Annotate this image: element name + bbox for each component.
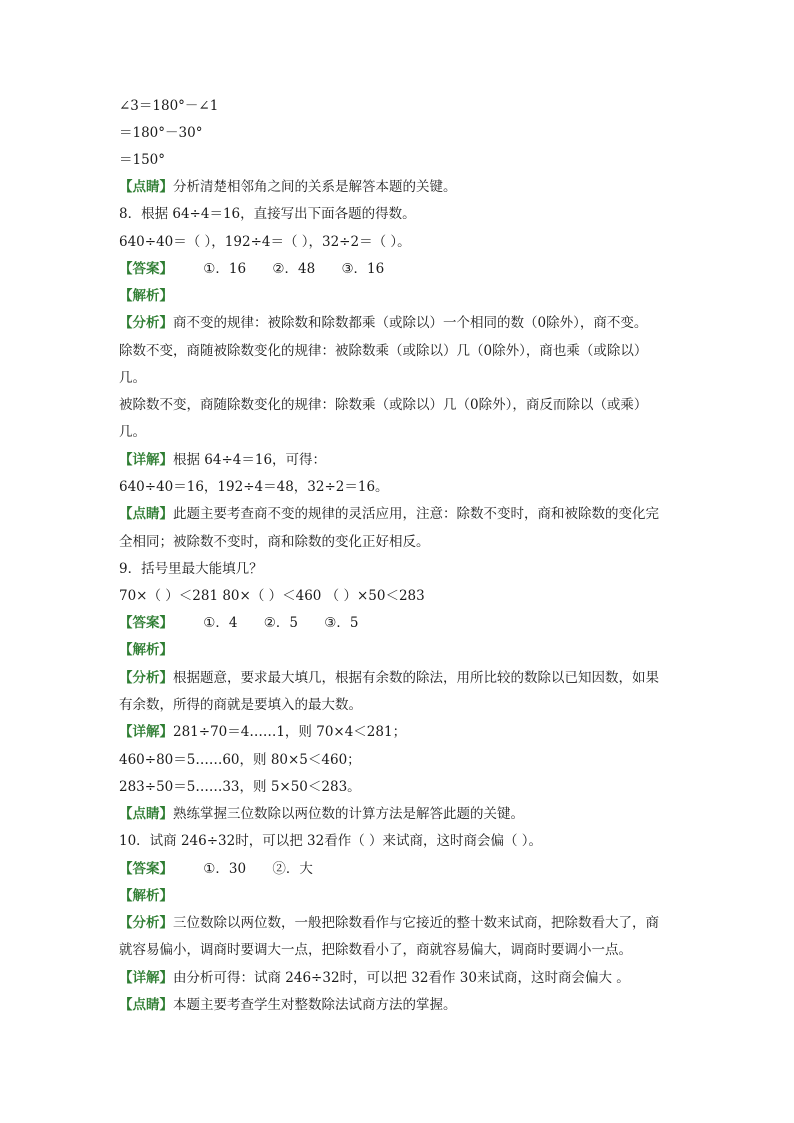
answer-2: ②．48 xyxy=(272,261,316,277)
answer-tag: 【答案】 xyxy=(119,261,173,277)
q8-dianjing-2: 全相同；被除数不变时，商和除数的变化正好相反。 xyxy=(119,534,430,550)
q8-xiangjie-2: 640÷40＝16，192÷4＝48，32÷2＝16。 xyxy=(119,479,389,495)
dianjing-tag: 【点睛】 xyxy=(119,806,173,822)
q10-xiangjie-1 xyxy=(119,968,694,988)
xiangjie-tag: 【详解】 xyxy=(119,724,173,740)
q9-xiangjie-2: 460÷80＝5……60，则 80×5＜460； xyxy=(119,752,361,768)
dianjing-text: 本题主要考查学生对整数除法试商方法的掌握。 xyxy=(173,997,457,1013)
q8-dianjing-1 xyxy=(119,504,694,524)
answer-2: ②．5 xyxy=(263,615,298,631)
q9-stem: 9．括号里最大能填几？ xyxy=(119,561,263,577)
dianjing-text: 熟练掌握三位数除以两位数的计算方法是解答此题的关键。 xyxy=(173,806,524,822)
xiangjie-text: 由分析可得：试商 246÷32时，可以把 32看作 30来试商，这时商会偏大 。 xyxy=(173,970,630,986)
dianjing-tag: 【点睛】 xyxy=(119,997,173,1013)
q8-fenxi-5: 几。 xyxy=(119,424,146,440)
q10-fenxi-1 xyxy=(119,913,694,933)
fenxi-text: 商不变的规律：被除数和除数都乘（或除以）一个相同的数（0除外），商不变。 xyxy=(173,315,648,331)
dianjing-text: 此题主要考查商不变的规律的灵活应用，注意：除数不变时，商和被除数的变化完 xyxy=(173,506,659,522)
q8-blanks: 640÷40＝（ ），192÷4＝（ ），32÷2＝（ ）。 xyxy=(119,234,411,250)
q8-stem: 8．根据 64÷4＝16，直接写出下面各题的得数。 xyxy=(119,206,416,222)
fenxi-tag: 【分析】 xyxy=(119,315,173,331)
dianjing-tag: 【点睛】 xyxy=(119,506,173,522)
jiexi-tag: 【解析】 xyxy=(119,288,173,304)
q8-jiexi xyxy=(119,286,694,306)
answer-tag: 【答案】 xyxy=(119,615,173,631)
dianjing-text: 分析清楚相邻角之间的关系是解答本题的关键。 xyxy=(173,179,457,195)
q9-jiexi xyxy=(119,640,694,660)
q9-xiangjie-3: 283÷50＝5……33，则 5×50＜283。 xyxy=(119,779,361,795)
q10-dianjing-1 xyxy=(119,995,694,1015)
q7-line-2: ＝180°－30° xyxy=(119,125,203,141)
q7-dianjing xyxy=(119,177,694,197)
jiexi-tag: 【解析】 xyxy=(119,888,173,904)
q9-dianjing-1 xyxy=(119,804,694,824)
q8-answer xyxy=(119,259,694,279)
fenxi-tag: 【分析】 xyxy=(119,915,173,931)
answer-1: ①．4 xyxy=(203,615,238,631)
q10-answer xyxy=(119,859,694,879)
answer-3: ③．16 xyxy=(341,261,385,277)
jiexi-tag: 【解析】 xyxy=(119,642,173,658)
q8-xiangjie-1 xyxy=(119,450,694,470)
fenxi-text: 根据题意，要求最大填几，根据有余数的除法，用所比较的数除以已知因数，如果 xyxy=(173,670,659,686)
xiangjie-text: 根据 64÷4＝16，可得： xyxy=(173,452,327,468)
answer-1: ①．30 xyxy=(203,861,247,877)
answer-2: ②．大 xyxy=(272,861,313,877)
q8-fenxi-3: 几。 xyxy=(119,370,146,386)
xiangjie-tag: 【详解】 xyxy=(119,452,173,468)
q8-fenxi-1 xyxy=(119,313,694,333)
q9-answer xyxy=(119,613,694,633)
q10-fenxi-2: 就容易偏小，调商时要调大一点，把除数看小了，商就容易偏大，调商时要调小一点。 xyxy=(119,942,632,958)
xiangjie-text: 281÷70＝4……1，则 70×4＜281； xyxy=(173,724,407,740)
q9-xiangjie-1 xyxy=(119,722,694,742)
xiangjie-tag: 【详解】 xyxy=(119,970,173,986)
fenxi-text: 三位数除以两位数，一般把除数看作与它接近的整十数来试商，把除数看大了，商 xyxy=(173,915,659,931)
q7-line-3: ＝150° xyxy=(119,152,166,168)
answer-3: ③．5 xyxy=(324,615,359,631)
q8-fenxi-2: 除数不变，商随被除数变化的规律：被除数乘（或除以）几（0除外），商也乘（或除以） xyxy=(119,343,648,359)
q9-blanks: 70×（ ）＜281 80×（ ）＜460 （ ）×50＜283 xyxy=(119,588,425,604)
q10-jiexi xyxy=(119,886,694,906)
q10-stem: 10．试商 246÷32时，可以把 32看作（ ）来试商，这时商会偏（ ）。 xyxy=(119,833,543,849)
fenxi-tag: 【分析】 xyxy=(119,670,173,686)
q9-fenxi-1 xyxy=(119,668,694,688)
q7-line-1: ∠3＝180°－∠1 xyxy=(119,98,219,114)
q8-fenxi-4: 被除数不变，商随除数变化的规律：除数乘（或除以）几（0除外），商反而除以（或乘） xyxy=(119,397,648,413)
q9-fenxi-2: 有余数，所得的商就是要填入的最大数。 xyxy=(119,697,362,713)
dianjing-tag: 【点睛】 xyxy=(119,179,173,195)
answer-1: ①．16 xyxy=(203,261,247,277)
answer-tag: 【答案】 xyxy=(119,861,173,877)
